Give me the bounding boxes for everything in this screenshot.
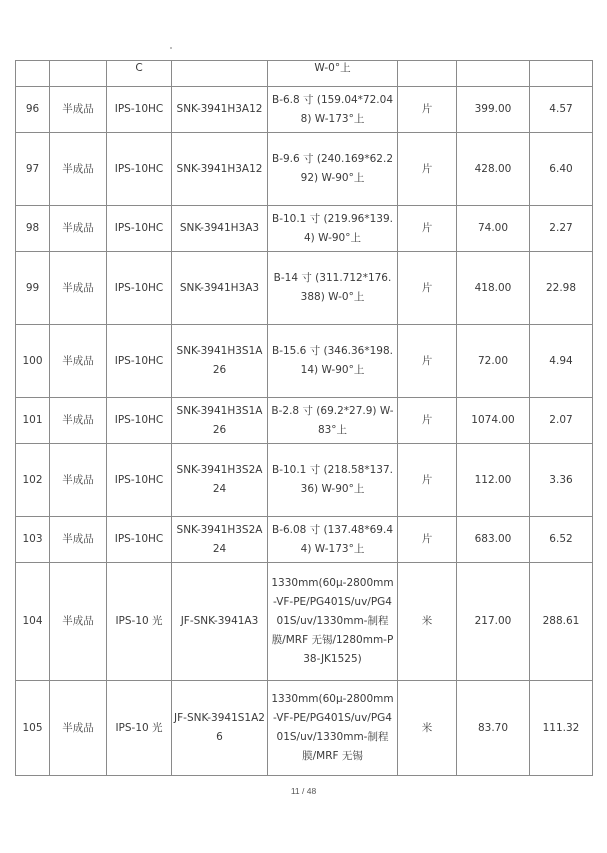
cell-spec: B-2.8 寸 (69.2*27.9) W-83°上 [268,398,398,444]
table-row [16,325,593,398]
cell-unit: 米 [398,563,457,681]
cell-material: IPS-10HC [107,325,172,398]
table-row [16,517,593,563]
cell-category: 半成品 [50,398,107,444]
table-row [16,133,593,206]
cell-unit: 片 [398,252,457,325]
cell-qty: 399.00 [457,87,530,133]
cell-qty: 217.00 [457,563,530,681]
cell-qty: 72.00 [457,325,530,398]
cell-category: 半成品 [50,252,107,325]
cell-model: SNK-3941H3A3 [172,252,268,325]
cell-qty [457,61,530,87]
cell-unit: 片 [398,87,457,133]
cell-amount: 6.40 [530,133,593,206]
cell-amount: 22.98 [530,252,593,325]
cell-unit: 片 [398,398,457,444]
table-row [16,206,593,252]
cell-model: SNK-3941H3S1A26 [172,398,268,444]
table-row [16,444,593,517]
table-row [16,87,593,133]
cell-qty: 428.00 [457,133,530,206]
cell-model [172,61,268,87]
table-row [16,681,593,776]
cell-material: IPS-10HC [107,517,172,563]
cell-spec: B-10.1 寸 (218.58*137.36) W-90°上 [268,444,398,517]
cell-qty: 418.00 [457,252,530,325]
cell-amount: 2.07 [530,398,593,444]
cell-spec: B-9.6 寸 (240.169*62.292) W-90°上 [268,133,398,206]
cell-no: 103 [16,517,50,563]
cell-category: 半成品 [50,517,107,563]
cell-model: SNK-3941H3A12 [172,87,268,133]
cell-amount: 288.61 [530,563,593,681]
cell-amount [530,61,593,87]
cell-category [50,61,107,87]
table-row [16,398,593,444]
cell-qty: 683.00 [457,517,530,563]
cell-model: SNK-3941H3S2A24 [172,517,268,563]
cell-qty: 74.00 [457,206,530,252]
cell-category: 半成品 [50,681,107,776]
cell-material: IPS-10 光 [107,563,172,681]
cell-no: 99 [16,252,50,325]
cell-no [16,61,50,87]
cell-model: SNK-3941H3A3 [172,206,268,252]
inventory-table [15,60,593,776]
cell-no: 104 [16,563,50,681]
cell-material: IPS-10HC [107,133,172,206]
cell-no: 105 [16,681,50,776]
cell-category: 半成品 [50,206,107,252]
cell-model: JF-SNK-3941A3 [172,563,268,681]
cell-category: 半成品 [50,563,107,681]
cell-material: IPS-10HC [107,206,172,252]
cell-unit: 片 [398,444,457,517]
cell-category: 半成品 [50,133,107,206]
cell-qty: 112.00 [457,444,530,517]
cell-material: IPS-10HC [107,398,172,444]
cell-spec: B-15.6 寸 (346.36*198.14) W-90°上 [268,325,398,398]
cell-unit: 米 [398,681,457,776]
cell-qty: 83.70 [457,681,530,776]
table-row [16,563,593,681]
cell-unit: 片 [398,517,457,563]
cell-spec: 1330mm(60μ-2800mm-VF-PE/PG401S/uv/PG401S/uv/1330mm-制程膜/MRF 无锡 [268,681,398,776]
cell-material: C [107,61,172,87]
cell-spec: B-6.08 寸 (137.48*69.44) W-173°上 [268,517,398,563]
cell-category: 半成品 [50,325,107,398]
cell-material: IPS-10HC [107,87,172,133]
cell-unit: 片 [398,325,457,398]
cell-model: SNK-3941H3S1A26 [172,325,268,398]
cell-no: 97 [16,133,50,206]
cell-model: SNK-3941H3A12 [172,133,268,206]
cell-no: 96 [16,87,50,133]
cell-spec: B-10.1 寸 (219.96*139.4) W-90°上 [268,206,398,252]
cell-no: 101 [16,398,50,444]
cell-amount: 2.27 [530,206,593,252]
cell-spec: B-6.8 寸 (159.04*72.048) W-173°上 [268,87,398,133]
cell-model: SNK-3941H3S2A24 [172,444,268,517]
cell-amount: 4.57 [530,87,593,133]
cell-material: IPS-10HC [107,444,172,517]
cell-qty: 1074.00 [457,398,530,444]
cell-category: 半成品 [50,87,107,133]
cell-unit: 片 [398,133,457,206]
table-row [16,252,593,325]
cell-spec: B-14 寸 (311.712*176.388) W-0°上 [268,252,398,325]
page-number: 11 / 48 [290,786,317,796]
cell-amount: 4.94 [530,325,593,398]
cell-spec: W-0°上 [268,61,398,87]
table-row [16,61,593,87]
cell-no: 100 [16,325,50,398]
scan-speck [170,47,172,49]
cell-unit [398,61,457,87]
cell-amount: 3.36 [530,444,593,517]
cell-no: 102 [16,444,50,517]
cell-material: IPS-10HC [107,252,172,325]
cell-amount: 6.52 [530,517,593,563]
cell-category: 半成品 [50,444,107,517]
cell-amount: 111.32 [530,681,593,776]
cell-unit: 片 [398,206,457,252]
cell-no: 98 [16,206,50,252]
cell-material: IPS-10 光 [107,681,172,776]
cell-model: JF-SNK-3941S1A26 [172,681,268,776]
cell-spec: 1330mm(60μ-2800mm-VF-PE/PG401S/uv/PG401S/uv/1330mm-制程膜/MRF 无锡/1280mm-P38-JK1525) [268,563,398,681]
